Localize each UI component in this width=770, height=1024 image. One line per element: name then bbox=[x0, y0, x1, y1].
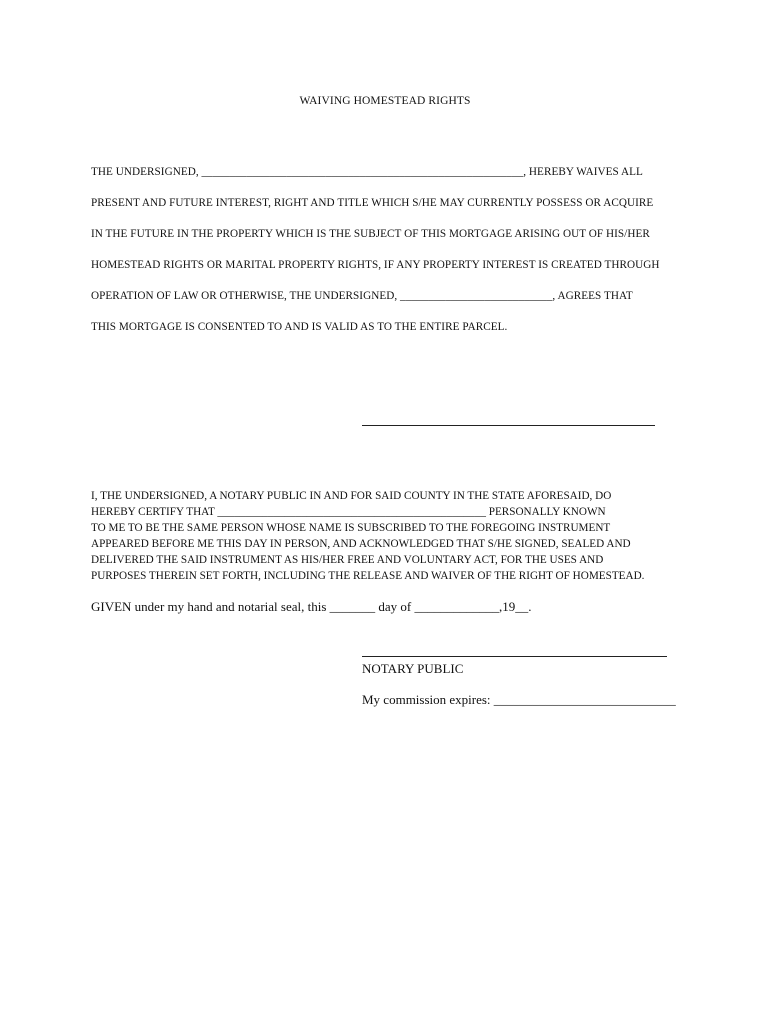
waiver-line-6: THIS MORTGAGE IS CONSENTED TO AND IS VALID AS TO THE ENTIRE PARCEL. bbox=[91, 321, 508, 333]
notary-line-1: I, THE UNDERSIGNED, A NOTARY PUBLIC IN AND FOR SAID COUNTY IN THE STATE AFORESAID, DO bbox=[91, 490, 612, 502]
notary-public-label: NOTARY PUBLIC bbox=[362, 661, 464, 676]
notary-line-3: TO ME TO BE THE SAME PERSON WHOSE NAME IS SUBSCRIBED TO THE FOREGOING INSTRUMENT bbox=[91, 522, 611, 534]
commission-expires-line: My commission expires: ____________________________ bbox=[362, 692, 676, 707]
notary-line-5: DELIVERED THE SAID INSTRUMENT AS HIS/HER FREE AND VOLUNTARY ACT, FOR THE USES AND bbox=[91, 554, 604, 566]
waiver-line-1: THE UNDERSIGNED, _________________________________________________________, HEREBY WAIVES ALL bbox=[91, 166, 643, 178]
given-under-hand-line: GIVEN under my hand and notarial seal, this _______ day of _____________,19__. bbox=[91, 599, 532, 614]
document-title: WAIVING HOMESTEAD RIGHTS bbox=[299, 95, 471, 107]
undersigned-signature-line bbox=[362, 425, 655, 426]
notary-signature-line bbox=[362, 656, 667, 657]
notary-line-2: HEREBY CERTIFY THAT ________________________________________________ PERSONALLY KNOWN bbox=[91, 506, 606, 518]
waiver-line-3: IN THE FUTURE IN THE PROPERTY WHICH IS THE SUBJECT OF THIS MORTGAGE ARISING OUT OF HIS/HER bbox=[91, 228, 650, 240]
notary-line-4: APPEARED BEFORE ME THIS DAY IN PERSON, AND ACKNOWLEDGED THAT S/HE SIGNED, SEALED AND bbox=[91, 538, 631, 550]
waiver-line-4: HOMESTEAD RIGHTS OR MARITAL PROPERTY RIGHTS, IF ANY PROPERTY INTEREST IS CREATED THROUGH bbox=[91, 259, 660, 271]
waiver-line-5: OPERATION OF LAW OR OTHERWISE, THE UNDERSIGNED, ___________________________, AGREES THAT bbox=[91, 290, 633, 302]
notary-line-6: PURPOSES THEREIN SET FORTH, INCLUDING THE RELEASE AND WAIVER OF THE RIGHT OF HOMESTEAD. bbox=[91, 570, 645, 582]
waiver-line-2: PRESENT AND FUTURE INTEREST, RIGHT AND TITLE WHICH S/HE MAY CURRENTLY POSSESS OR ACQUIRE bbox=[91, 197, 654, 209]
